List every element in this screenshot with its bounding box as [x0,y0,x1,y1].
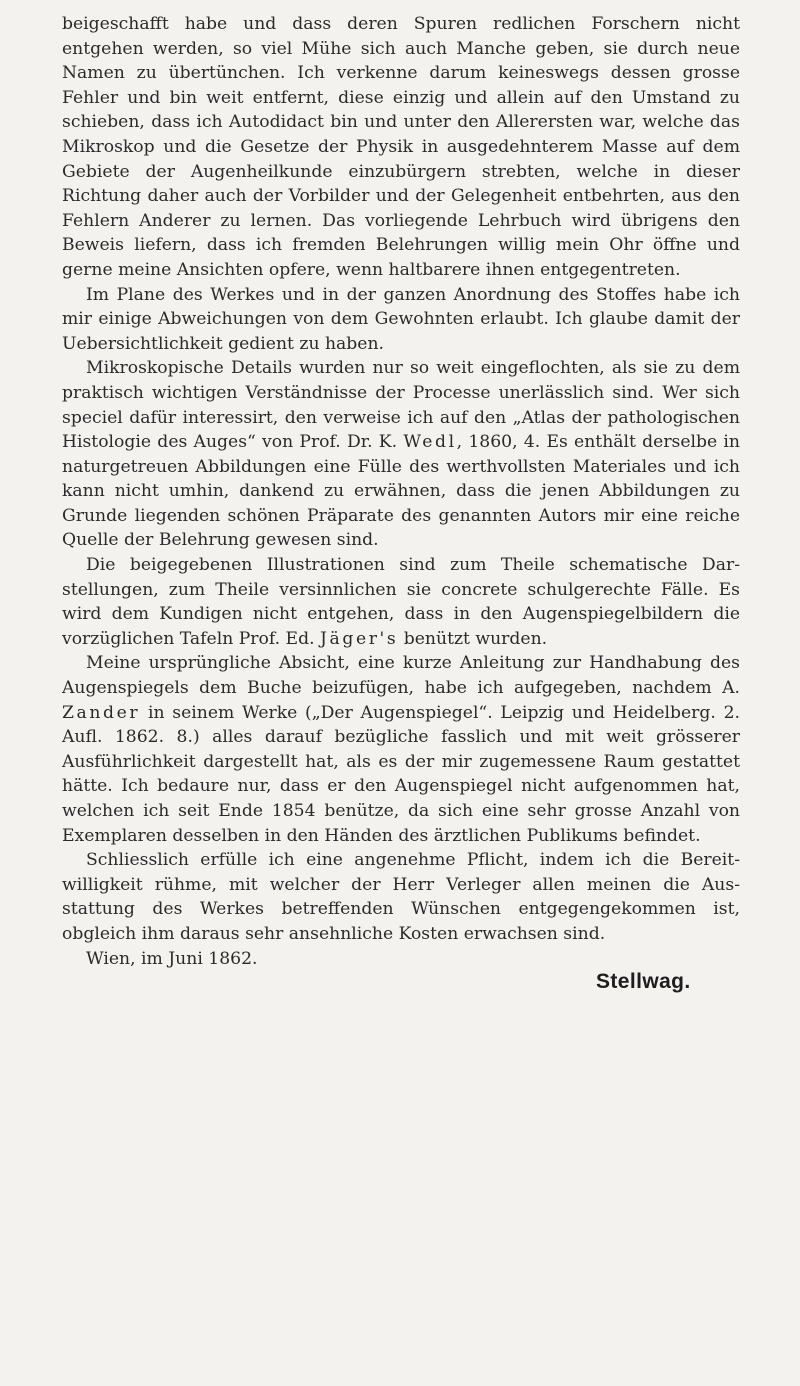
text-segment: beigeschafft habe und dass deren Spuren redlichen Forschern nicht entgehen werden, so viel Mühe sich auch Manche geben, sie durch neue Namen zu übertünchen. Ich verkenne darum keineswegs dessen grosse Fehler und bin weit entfernt, diese einzig und allein auf den Umstand zu schieben, dass ich Autodidact bin und unter den Allerersten war, welche das Mikroskop und die Gesetze der Physik in ausgedehnterem Masse auf dem Gebiete der Augenheilkunde einzubürgern strebten, welche in dieser Richtung daher auch der Vorbilder und der Gelegenheit entbehrten, aus den Fehlern Anderer zu lernen. Das vorliegende Lehrbuch wird übrigens den Beweis liefern, dass ich fremden Belehrungen willig mein Ohr öffne und gerne meine Ansichten opfere, wenn haltbarere ihnen entgegentreten. [62,14,740,280]
paragraph [62,651,740,848]
spaced-name: Zander [62,702,141,723]
dateline: Wien, im Juni 1862. [86,948,258,969]
text-segment: Schliesslich erfülle ich eine angenehme Pflicht, indem ich die Bereitwilligkeit rühme, mit welcher der Herr Verleger allen meinen die Ausstattung des Werkes betreffenden Wünschen entgegengekommen ist, obgleich ihm daraus sehr ansehnliche Kosten erwachsen sind. [62,850,740,944]
text-segment: Im Plane des Werkes und in der ganzen Anordnung des Stoffes habe ich mir einige Abweichungen von dem Gewohnten erlaubt. Ich glaube damit der Uebersichtlichkeit gedient zu haben. [62,284,740,354]
text-segment: benützt wurden. [398,628,548,649]
text-segment: Meine ursprüngliche Absicht, eine kurze Anleitung zur Handhabung des Augenspiegels dem Buche beizufügen, habe ich aufgegeben, nachdem A. [62,653,740,699]
text-segment: Mikroskopische Details wurden nur so weit eingeflochten, als sie zu dem praktisch wichtigen Verständnisse der Processe unerlässlich sind. Wer sich speciel dafür interessirt, den verweise ich auf den „Atlas der pathologischen Histologie des Auges“ von Prof. Dr. K. [62,358,740,453]
text-segment: Die beigegebenen Illustrationen sind zum Theile schematische Darstellungen, zum Theile versinnlichen sie concrete schulgerechte Fälle. Es wird dem Kundigen nicht entgehen, dass in den Augenspiegelbildern die vorzüglichen Tafeln Prof. Ed. [62,555,740,649]
spaced-name: Jäger's [320,628,399,649]
text-segment: in seinem Werke („Der Augenspiegel“. Leipzig und Heidelberg. 2. Aufl. 1862. 8.) alles darauf bezügliche fasslich und mit weit grösserer Ausführlichkeit dargestellt hat, als es der mir zugemessene Raum gestattet hätte. Ich bedaure nur, dass er den Augenspiegel nicht aufgenommen hat, welchen ich seit Ende 1854 benütze, da sich eine sehr grosse Anzahl von Exemplaren desselben in den Händen des ärztlichen Publikums befindet. [62,702,740,846]
paragraph [62,356,740,553]
paragraph [62,848,740,946]
author-signature: Stellwag. [596,970,691,993]
paragraph [62,12,740,283]
paragraph [62,283,740,357]
text-segment: , 1860, 4. Es enthält derselbe in naturgetreuen Abbildungen eine Fülle des werthvollsten Materiales und ich kann nicht umhin, dankend zu erwähnen, dass die jenen Abbildungen zu Grunde liegenden schönen Präparate des genannten Autors mir eine reiche Quelle der Belehrung gewesen sind. [62,432,741,551]
paragraph [62,553,740,651]
spaced-name: Wedl [403,432,457,453]
preface-body [62,12,740,947]
